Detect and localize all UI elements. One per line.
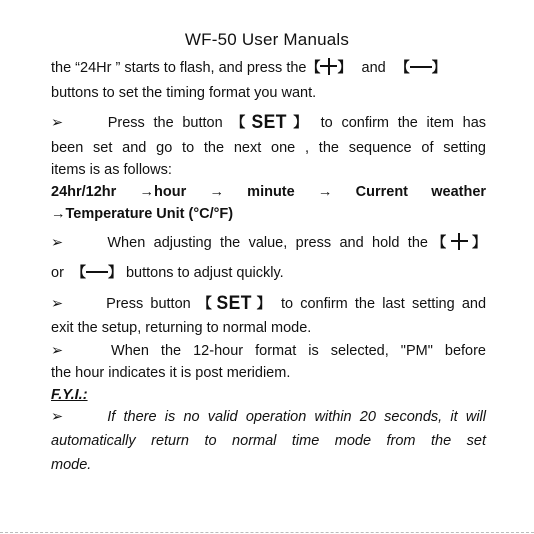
- bullet-arrow-icon: ➢: [51, 115, 64, 131]
- text-line-2: buttons to set the timing format you want.: [51, 85, 317, 101]
- text-fragment: Press the button: [107, 115, 223, 131]
- text-line-13: the hour indicates it is post meridiem.: [51, 365, 291, 381]
- bracket-close-icon: 】: [107, 264, 122, 280]
- sequence-item: weather: [431, 184, 487, 200]
- sequence-arrow: →: [209, 184, 224, 200]
- text-fragment: or: [51, 265, 64, 281]
- text-line-8: [51, 231, 486, 254]
- page-title: WF-50 User Manuals: [184, 30, 350, 49]
- bracket-open-icon: 【: [427, 234, 451, 250]
- text-fragment: to confirm the item has: [320, 115, 487, 131]
- text-fragment: If there is no valid operation within 20 seconds, it will: [107, 409, 486, 425]
- minus-key-icon: [86, 263, 108, 280]
- bullet-arrow-icon: ➢: [51, 296, 64, 312]
- set-key-icon: SET: [216, 293, 252, 314]
- bracket-close-icon: 】: [253, 295, 274, 311]
- text-fragment: to confirm the last setting and: [280, 296, 487, 312]
- text-line-11: exit the setup, returning to normal mode.: [51, 320, 312, 336]
- sequence-item: 24hr/12hr: [51, 184, 117, 200]
- text-line-5: items is as follows:: [51, 162, 172, 178]
- text-line-3: [51, 111, 486, 134]
- set-key-icon: SET: [251, 112, 288, 133]
- bracket-close-icon: 】: [431, 59, 446, 75]
- bracket-open-icon: 【: [306, 59, 321, 75]
- text-line-1: [51, 56, 486, 79]
- bracket-open-icon: 【: [395, 59, 410, 75]
- text-line-10: [51, 292, 486, 315]
- text-fragment: When adjusting the value, press and hold the: [107, 235, 428, 251]
- bracket-open-icon: 【: [197, 295, 216, 311]
- bullet-arrow-icon: ➢: [51, 235, 64, 251]
- sequence-item: →hour: [139, 184, 187, 200]
- bottom-divider: [0, 532, 534, 533]
- text-line-12: [51, 340, 486, 362]
- bracket-close-icon: 】: [288, 114, 312, 130]
- bracket-open-icon: 【: [231, 114, 251, 130]
- plus-key-group: [428, 235, 486, 251]
- text-fragment: and: [361, 60, 386, 76]
- text-fragment: buttons to adjust quickly.: [125, 265, 284, 281]
- text-line-17: mode.: [51, 457, 92, 473]
- text-line-7: →Temperature Unit (°C/°F): [51, 206, 234, 222]
- text-line-4: been set and go to the next one , the sequence of setting: [51, 140, 486, 156]
- bracket-close-icon: 】: [467, 234, 486, 250]
- text-fragment: Press button: [106, 296, 191, 312]
- text-line-9: [51, 261, 486, 284]
- bullet-arrow-icon: ➢: [51, 343, 64, 359]
- fyi-heading: F.Y.I.:: [51, 387, 88, 403]
- text-fragment: the “24Hr ” starts to flash, and press the: [51, 60, 307, 76]
- sequence-item: Current: [355, 184, 409, 200]
- sequence-item: minute: [247, 184, 295, 200]
- plus-key-icon: [451, 233, 468, 250]
- text-line-15: [51, 406, 486, 428]
- text-line-16: automatically return to normal time mode from the set: [51, 433, 486, 449]
- bracket-open-icon: 【: [71, 264, 86, 280]
- bracket-close-icon: 】: [337, 59, 352, 75]
- plus-key-icon: [320, 58, 337, 75]
- text-fragment: When the 12-hour format is selected, "PM" before: [111, 343, 486, 359]
- sequence-arrow: →: [317, 184, 333, 200]
- minus-key-icon: [410, 58, 432, 75]
- bullet-arrow-icon: ➢: [51, 409, 64, 425]
- sequence-line: [51, 181, 486, 203]
